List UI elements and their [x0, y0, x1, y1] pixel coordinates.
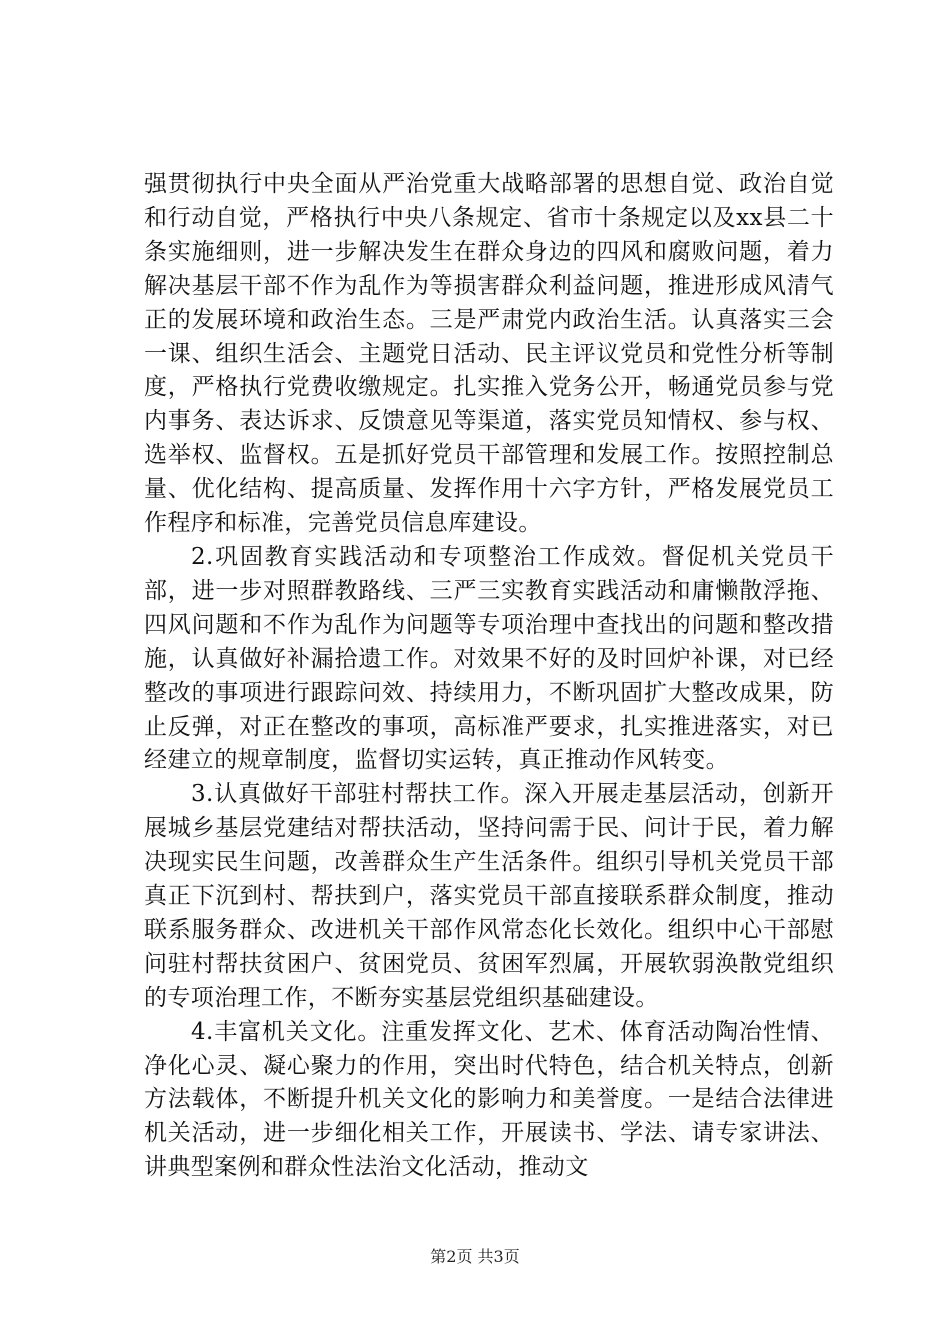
page-footer	[0, 1247, 950, 1267]
paragraph-continuation: 强贯彻执行中央全面从严治党重大战略部署的思想自觉、政治自觉和行动自觉，严格执行中央八条规定、省市十条规定以及xx县二十条实施细则，进一步解决发生在群众身边的四风和腐败问题，着力解决基层干部不作为乱作为等损害群众利益问题，推进形成风清气正的发展环境和政治生态。三是严肃党内政治生活。认真落实三会一课、组织生活会、主题党日活动、民主评议党员和党性分析等制度，严格执行党费收缴规定。扎实推入党务公开，畅通党员参与党内事务、表达诉求、反馈意见等渠道，落实党员知情权、参与权、选举权、监督权。五是抓好党员干部管理和发展工作。按照控制总量、优化结构、提高质量、发挥作用十六字方针，严格发展党员工作程序和标准，完善党员信息库建设。	[144, 171, 834, 537]
page-number-label: 第2页 共3页	[430, 1247, 520, 1266]
paragraph-item-4: 4.丰富机关文化。注重发挥文化、艺术、体育活动陶冶性情、净化心灵、凝心聚力的作用，突出时代特色，结合机关特点，创新方法载体，不断提升机关文化的影响力和美誉度。一是结合法律进机关活动，进一步细化相关工作，开展读书、学法、请专家讲法、讲典型案例和群众性法治文化活动，推动文	[144, 1018, 834, 1181]
paragraph-item-3: 3.认真做好干部驻村帮扶工作。深入开展走基层活动，创新开展城乡基层党建结对帮扶活动，坚持问需于民、问计于民，着力解决现实民生问题，改善群众生产生活条件。组织引导机关党员干部真正下沉到村、帮扶到户，落实党员干部直接联系群众制度，推动联系服务群众、改进机关干部作风常态化长效化。组织中心干部慰问驻村帮扶贫困户、贫困党员、贫困军烈属，开展软弱涣散党组织的专项治理工作，不断夯实基层党组织基础建设。	[144, 781, 834, 1011]
paragraph-item-2: 2.巩固教育实践活动和专项整治工作成效。督促机关党员干部，进一步对照群教路线、三严三实教育实践活动和庸懒散浮拖、四风问题和不作为乱作为问题等专项治理中查找出的问题和整改措施，认真做好补漏拾遗工作。对效果不好的及时回炉补课，对已经整改的事项进行跟踪问效、持续用力，不断巩固扩大整改成果，防止反弹，对正在整改的事项，高标准严要求，扎实推进落实，对已经建立的规章制度，监督切实运转，真正推动作风转变。	[144, 543, 834, 774]
document-body	[144, 168, 834, 1185]
